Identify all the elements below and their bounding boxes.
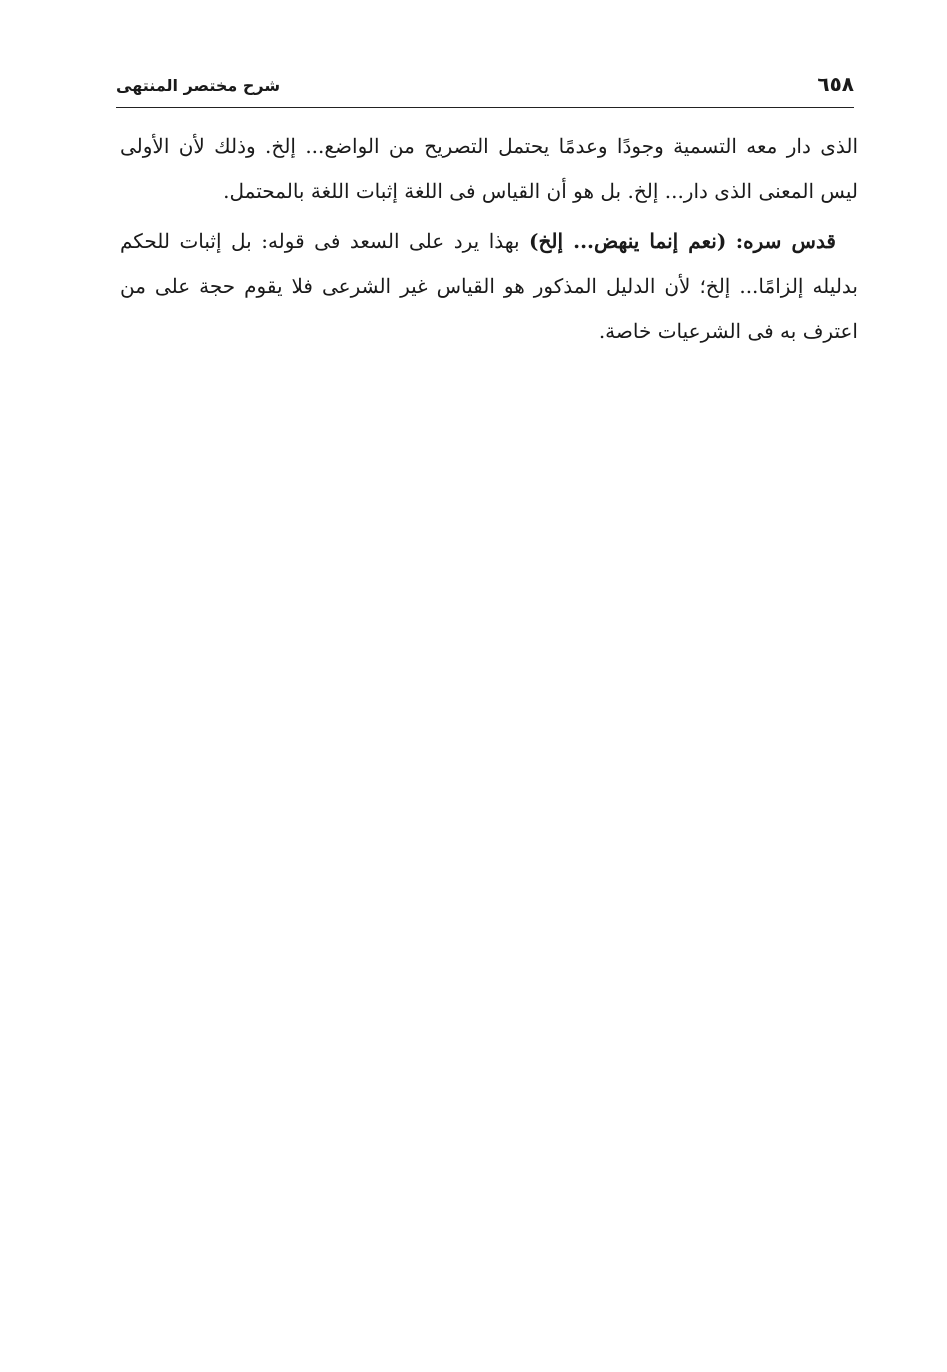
paragraph-2-text: بهذا يرد على السعد فى قوله: بل إثبات للحكم بدليله إلزامًا... إلخ؛ لأن الدليل المذكور هو القياس غير الشرعى فلا يقوم حجة على من اعترف به فى الشرعيات خاصة.	[120, 229, 858, 343]
body-text	[120, 124, 858, 354]
header-divider	[116, 107, 854, 108]
page-number: ٦٥٨	[817, 72, 854, 96]
paragraph-1-text: الذى دار معه التسمية وجودًا وعدمًا يحتمل التصريح من الواضع... إلخ. وذلك لأن الأولى ليس المعنى الذى دار... إلخ. بل هو أن القياس فى اللغة إثبات اللغة بالمحتمل.	[120, 134, 858, 203]
running-title: شرح مختصر المنتهى	[116, 76, 281, 95]
paragraph-2-quote: (نعم إنما ينهض... إلخ)	[529, 229, 727, 253]
paragraph-2	[120, 219, 858, 354]
paragraph-1	[120, 124, 858, 214]
paragraph-2-lead: قدس سره:	[735, 229, 836, 253]
page-header	[116, 68, 854, 104]
